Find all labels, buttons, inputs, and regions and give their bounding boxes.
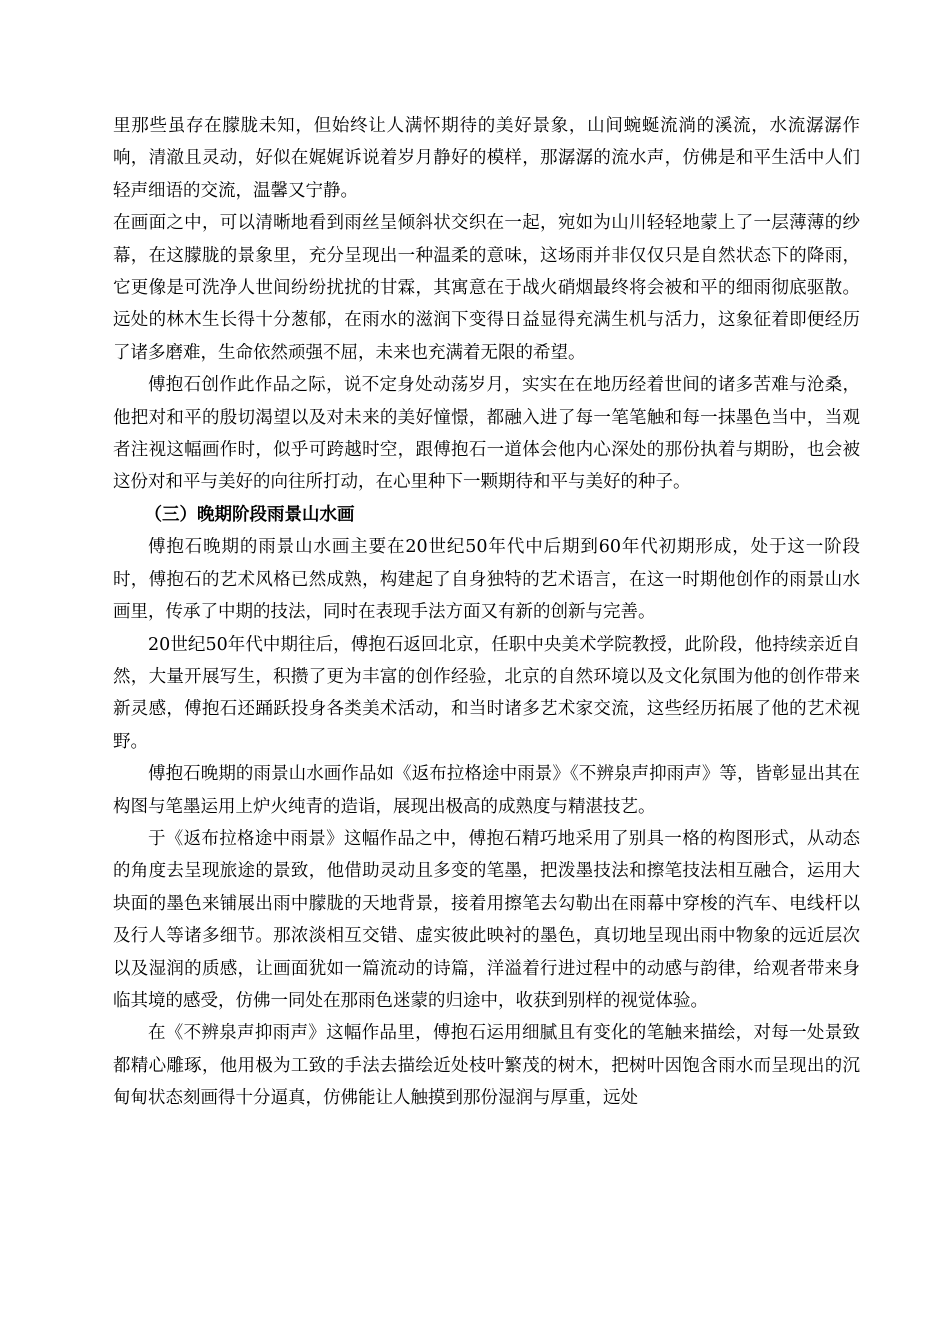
section-heading-late-stage: （三）晚期阶段雨景山水画 bbox=[144, 504, 355, 525]
paragraph-rain-veil: 在画面之中，可以清晰地看到雨丝呈倾斜状交织在一起，宛如为山川轻轻地蒙上了一层薄薄的纱幕，在这朦胧的景象里，充分呈现出一种温柔的意味，这场雨并非仅仅只是自然状态下的降雨，它更像是可洗净人世间纷纷扰扰的甘霖，其寓意在于战火硝烟最终将会被和平的细雨彻底驱散。远处的林木生长得十分葱郁，在雨水的滋润下变得日益显得充满生机与活力，这象征着即便经历了诸多磨难，生命依然顽强不屈，未来也充满着无限的希望。 bbox=[113, 213, 860, 363]
paragraph-works: 傅抱石晚期的雨景山水画作品如《返布拉格途中雨景》《不辨泉声抑雨声》等，皆彰显出其在构图与笔墨运用上炉火纯青的造诣，展现出极高的成熟度与精湛技艺。 bbox=[113, 764, 860, 817]
paragraph-prague: 于《返布拉格途中雨景》这幅作品之中，傅抱石精巧地采用了别具一格的构图形式，从动态的角度去呈现旅途的景致，他借助灵动且多变的笔墨，把泼墨技法和擦笔技法相互融合，运用大块面的墨色来铺展出雨中朦胧的天地背景，接着用擦笔去勾勒出在雨幕中穿梭的汽车、电线杆以及行人等诸多细节。那浓淡相互交错、虚实彼此映衬的墨色，真切地呈现出雨中物象的远近层次以及湿润的质感，让画面犹如一篇流动的诗篇，洋溢着行进过程中的动感与韵律，给观者带来身临其境的感受，仿佛一同处在那雨色迷蒙的归途中，收获到别样的视觉体验。 bbox=[113, 828, 860, 1011]
document-page bbox=[113, 110, 860, 1115]
paragraph-creation: 傅抱石创作此作品之际，说不定身处动荡岁月，实实在在地历经着世间的诸多苦难与沧桑，他把对和平的殷切渴望以及对未来的美好憧憬，都融入进了每一笔笔触和每一抹墨色当中，当观者注视这幅画作时，似乎可跨越时空，跟傅抱石一道体会他内心深处的那份执着与期盼，也会被这份对和平与美好的向往所打动，在心里种下一颗期待和平与美好的种子。 bbox=[113, 375, 860, 493]
paragraph-beijing: 20世纪50年代中期往后，傅抱石返回北京，任职中央美术学院教授，此阶段，他持续亲近自然，大量开展写生，积攒了更为丰富的创作经验，北京的自然环境以及文化氛围为他的创作带来新灵感，傅抱石还踊跃投身各类美术活动，和当时诸多艺术家交流，这些经历拓展了他的艺术视野。 bbox=[113, 634, 860, 752]
paragraph-spring-rain: 在《不辨泉声抑雨声》这幅作品里，傅抱石运用细腻且有变化的笔触来描绘，对每一处景致都精心雕琢，他用极为工致的手法去描绘近处枝叶繁茂的树木，把树叶因饱含雨水而呈现出的沉甸甸状态刻画得十分逼真，仿佛能让人触摸到那份湿润与厚重，远处 bbox=[113, 1023, 860, 1109]
paragraph-continuation: 里那些虽存在朦胧未知，但始终让人满怀期待的美好景象，山间蜿蜒流淌的溪流，水流潺潺作响，清澈且灵动，好似在娓娓诉说着岁月静好的模样，那潺潺的流水声，仿佛是和平生活中人们轻声细语的交流，温馨又宁静。 bbox=[113, 116, 860, 201]
paragraph-late-intro: 傅抱石晚期的雨景山水画主要在20世纪50年代中后期到60年代初期形成，处于这一阶段时，傅抱石的艺术风格已然成熟，构建起了自身独特的艺术语言，在这一时期他创作的雨景山水画里，传承了中期的技法，同时在表现手法方面又有新的创新与完善。 bbox=[113, 537, 860, 623]
